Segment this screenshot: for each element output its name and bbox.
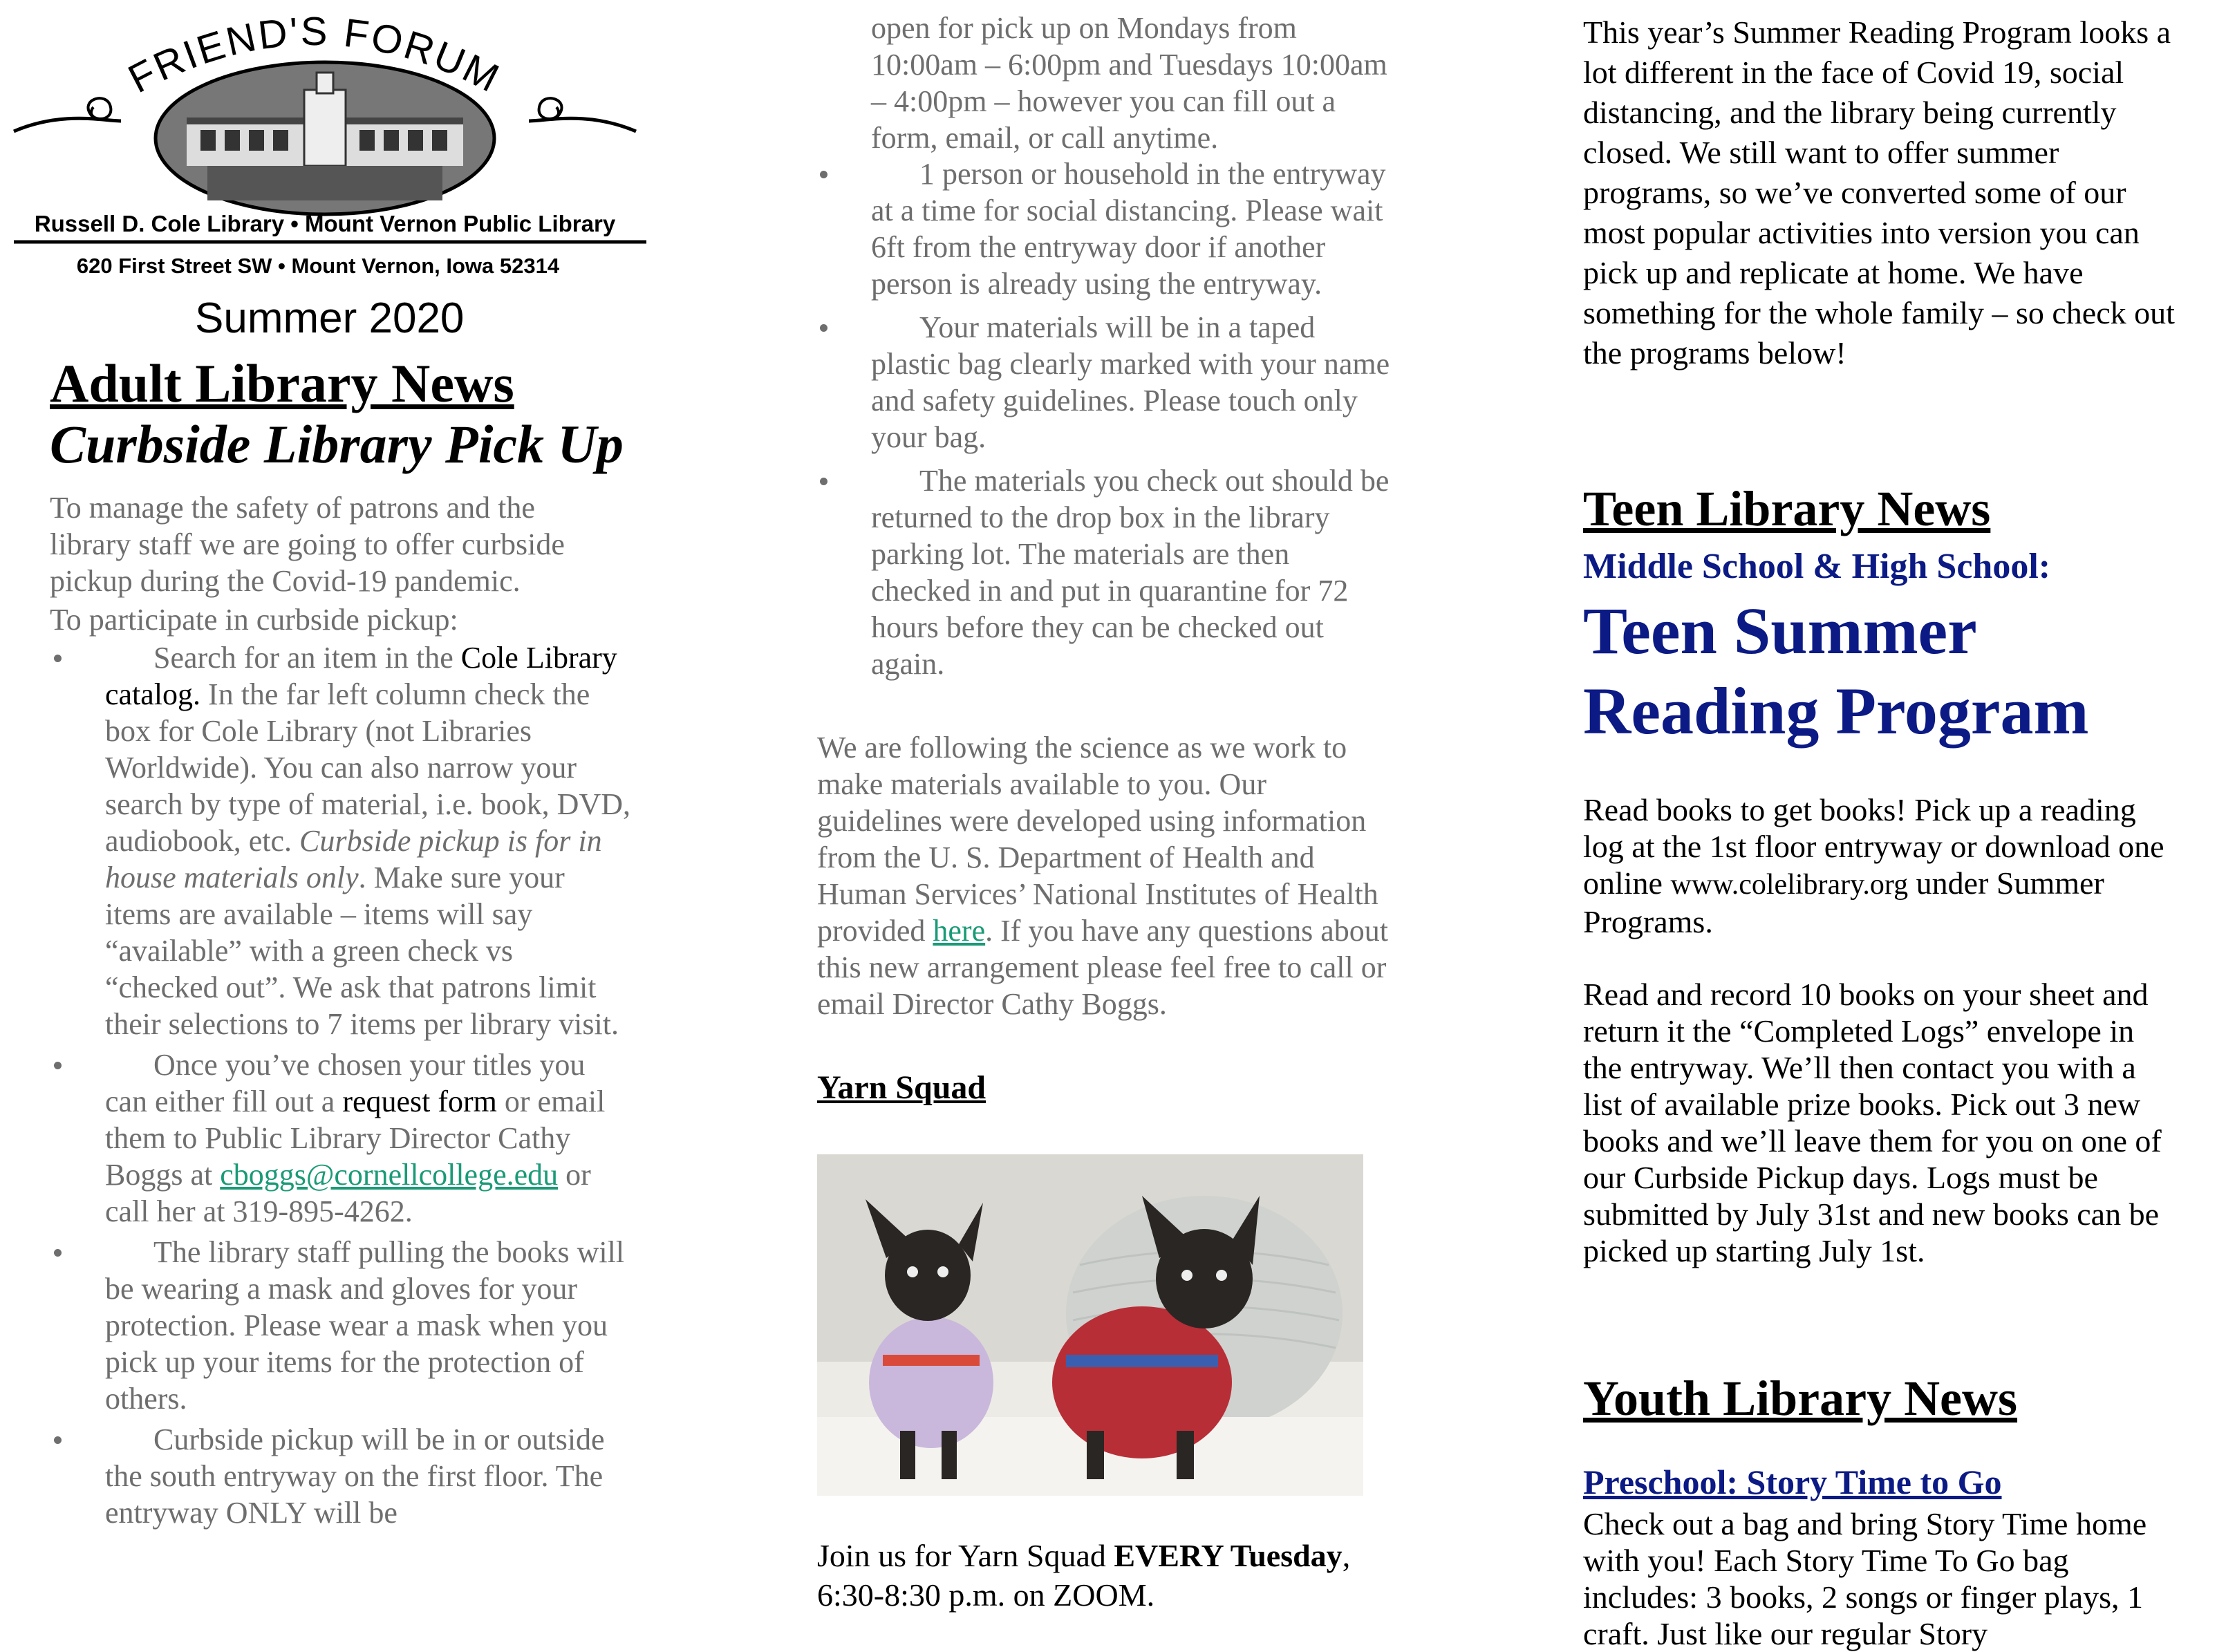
teen-read-paragraph <box>1583 791 2178 940</box>
email-link[interactable]: cboggs@cornellcollege.edu <box>220 1158 559 1192</box>
bullet-icon <box>820 478 827 485</box>
step-text: 1 person or household in the entryway at a time for social distancing. Please wait 6ft from the entryway door if another person is already using the entryway. <box>871 157 1386 301</box>
participate-line: To participate in curbside pickup: <box>50 603 458 637</box>
step-text: or email them to Public Library Director Cathy Boggs at <box>105 1085 606 1192</box>
curbside-heading: Curbside Library Pick Up <box>50 414 624 474</box>
yarn-bold-text: EVERY Tuesday <box>1114 1538 1343 1573</box>
yarn-text: Join us for Yarn Squad <box>817 1538 1114 1573</box>
list-item <box>105 1234 630 1417</box>
youth-news-heading: Youth Library News <box>1583 1371 2018 1426</box>
step-italic-text: Curbside pickup is for in house materials only <box>105 824 602 894</box>
yarn-text: , 6:30-8:30 p.m. on ZOOM. <box>817 1538 1351 1613</box>
list-item <box>871 462 1396 682</box>
step-text: . Make sure your items are available – items will say “available” with a green check vs “checked out”. We ask that patrons limit their selections to 7 items per library visit. <box>105 861 619 1041</box>
bullet-icon <box>820 324 827 332</box>
curbside-steps-list <box>105 639 630 1535</box>
read-text: Read books to get books! Pick up a reading log at the 1st floor entryway or download one online <box>1583 792 2164 901</box>
masthead-line1: Russell D. Cole Library • Mount Vernon Public Library <box>34 211 616 236</box>
list-item <box>105 639 630 1042</box>
curbside-intro: To manage the safety of patrons and the library staff we are going to offer curbside pickup during the Covid-19 pandemic. <box>50 491 565 598</box>
teen-news-heading: Teen Library News <box>1583 481 1991 536</box>
dogs-in-sweaters-photo <box>817 1154 1363 1496</box>
teen-program-title: Teen Summer Reading Program <box>1583 594 2089 748</box>
here-link[interactable]: here <box>933 914 986 948</box>
science-paragraph <box>817 729 1398 1022</box>
masthead-line2: 620 First Street SW • Mount Vernon, Iowa 52314 <box>76 254 560 278</box>
masthead-logo <box>0 0 650 283</box>
step-text: The library staff pulling the books will be wearing a mask and gloves for your protection. Please wear a mask when you pick up your items for the protection of others. <box>105 1235 625 1416</box>
pickup-hours-continued: open for pick up on Mondays from 10:00am – 6:00pm and Tuesdays 10:00am – 4:00pm – however you can fill out a form, email, or call anytime. <box>871 11 1387 155</box>
teen-record-paragraph: Read and record 10 books on your sheet and return it the “Completed Logs” envelope in the entryway. We’ll then contact you with a list of available prize books. Pick out 3 new books and we’ll leave them for you on one of our Curbside Pickup days. Logs must be submitted by July 31st and new books can be picked up starting July 1st. <box>1583 977 2162 1268</box>
science-text: We are following the science as we work to make materials available to you. Our guidelines were developed using information from the U. S. Department of Health and Human Services’ National Institutes of Health provided <box>817 731 1378 948</box>
request-form-link[interactable]: request form <box>342 1085 497 1118</box>
list-item <box>105 1421 630 1531</box>
read-text: under Summer Programs. <box>1583 865 2104 939</box>
step-text: Once you’ve chosen your titles you can either fill out a <box>105 1048 586 1118</box>
catalog-link[interactable]: Cole Library catalog. <box>105 641 617 711</box>
step-text: The materials you check out should be returned to the drop box in the library parking lot. The materials are then checked in and put in quarantine for 72 hours before they can be checked out again. <box>871 464 1390 681</box>
teen-audience-subheading: Middle School & High School: <box>1583 547 2051 586</box>
yarn-squad-heading: Yarn Squad <box>817 1069 986 1106</box>
list-item <box>871 156 1396 302</box>
step-text: Search for an item in the <box>153 641 461 675</box>
list-item <box>105 1046 630 1230</box>
curbside-steps-list-continued <box>871 156 1396 689</box>
adult-news-heading: Adult Library News <box>50 353 514 413</box>
issue-season: Summer 2020 <box>195 294 465 342</box>
step-text: Curbside pickup will be in or outside the south entryway on the first floor. The entryway ONLY will be <box>105 1423 605 1530</box>
science-text: . If you have any questions about this new arrangement please feel free to call or email Director Cathy Boggs. <box>817 914 1388 1021</box>
masthead-title: FRIEND'S FORUM <box>121 8 508 102</box>
preschool-story-time-link[interactable]: Preschool: Story Time to Go <box>1583 1463 2002 1501</box>
yarn-squad-paragraph <box>817 1536 1398 1615</box>
bullet-icon <box>54 655 62 662</box>
step-text: Your materials will be in a taped plastic bag clearly marked with your name and safety guidelines. Please touch only your bag. <box>871 310 1390 454</box>
step-text: In the far left column check the box for Cole Library (not Libraries Worldwide). You can also narrow your search by type of material, i.e. book, DVD, audiobook, etc. <box>105 677 630 858</box>
bullet-icon <box>54 1062 62 1069</box>
bullet-icon <box>54 1249 62 1257</box>
list-item <box>871 309 1396 456</box>
bullet-icon <box>820 171 827 178</box>
summer-program-intro: This year’s Summer Reading Program looks a lot different in the face of Covid 19, social distancing, and the library being currently closed. We still want to offer summer programs, so we’ve converted some of our most popular activities into version you can pick up and replicate at home. We have something for the whole family – so check out the programs below! <box>1583 15 2175 370</box>
bullet-icon <box>54 1436 62 1444</box>
story-time-paragraph: Check out a bag and bring Story Time home with you! Each Story Time To Go bag includes: 3 books, 2 songs or finger plays, 1 craft. Just like our regular Story <box>1583 1506 2147 1651</box>
step-text: or call her at 319-895-4262. <box>105 1158 591 1228</box>
website-link[interactable]: www.colelibrary.org <box>1670 869 1909 901</box>
